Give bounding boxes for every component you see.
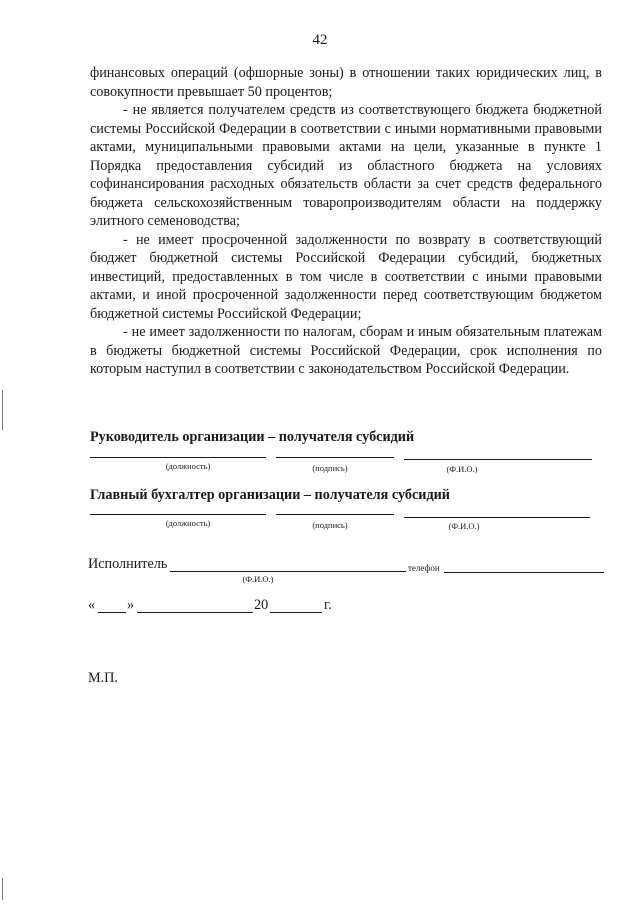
head-signature-line	[276, 457, 394, 458]
seal-label: М.П.	[88, 670, 118, 686]
accountant-signature-line	[276, 514, 394, 515]
accountant-name-line	[404, 517, 590, 518]
date-day-line	[98, 612, 126, 613]
date-year-prefix: 20	[254, 597, 269, 613]
accountant-signature-caption: (подпись)	[312, 520, 348, 530]
date-year-line	[270, 612, 322, 613]
head-name-line	[404, 459, 592, 460]
paragraph-offshore: финансовых операций (офшорные зоны) в отношении таких юридических лиц, в совокупности превышает 50 процентов;	[90, 65, 602, 100]
document-body	[90, 64, 602, 379]
page-number: 42	[312, 32, 328, 48]
head-signature-title: Руководитель организации – получателя субсидий	[90, 429, 415, 445]
date-open-quote: «	[88, 597, 96, 613]
executor-label: Исполнитель	[88, 556, 168, 572]
head-name-caption: (Ф.И.О.)	[446, 464, 478, 474]
head-signature-caption: (подпись)	[312, 463, 348, 473]
accountant-position-caption: (должность)	[165, 518, 211, 528]
phone-label: телефон	[408, 563, 440, 573]
paragraph-not-recipient: - не является получателем средств из соответствующего бюджета бюджетной системы Российской Федерации в соответствии с иными нормативными правовыми актами, муниципальными правовыми актами на цели, указанные в пункте 1 Порядка предоставления субсидий из областного бюджета на условиях софинансирования расходных обязательств области за счет средств федерального бюджета сельскохозяйственным товаропроизводителям области на поддержку элитного семеноводства;	[90, 102, 602, 229]
head-position-line	[90, 457, 266, 458]
accountant-signature-title: Главный бухгалтер организации – получателя субсидий	[90, 487, 450, 503]
accountant-position-line	[90, 514, 266, 515]
scan-edge-mark	[2, 390, 3, 430]
date-year-suffix: г.	[324, 597, 332, 613]
date-close-quote: »	[127, 597, 135, 613]
head-position-caption: (должность)	[165, 461, 211, 471]
phone-line	[444, 572, 604, 573]
scan-edge-mark-bottom	[2, 878, 3, 900]
executor-name-caption: (Ф.И.О.)	[242, 574, 274, 584]
accountant-name-caption: (Ф.И.О.)	[448, 521, 480, 531]
executor-name-line	[170, 571, 406, 572]
paragraph-no-overdue-debt: - не имеет просроченной задолженности по возврату в соответствующий бюджет бюджетной системы Российской Федерации субсидий, бюджетных инвестиций, предоставленных в том числе в соответствии с иными правовыми актами, и иной просроченной задолженности перед соответствующим бюджетом бюджетной системы Российской Федерации;	[90, 231, 602, 322]
paragraph-no-tax-debt: - не имеет задолженности по налогам, сборам и иным обязательным платежам в бюджеты бюджетной системы Российской Федерации, срок исполнения по которым наступил в соответствии с законодательством Российской Федерации.	[90, 324, 602, 377]
date-month-line	[137, 612, 253, 613]
